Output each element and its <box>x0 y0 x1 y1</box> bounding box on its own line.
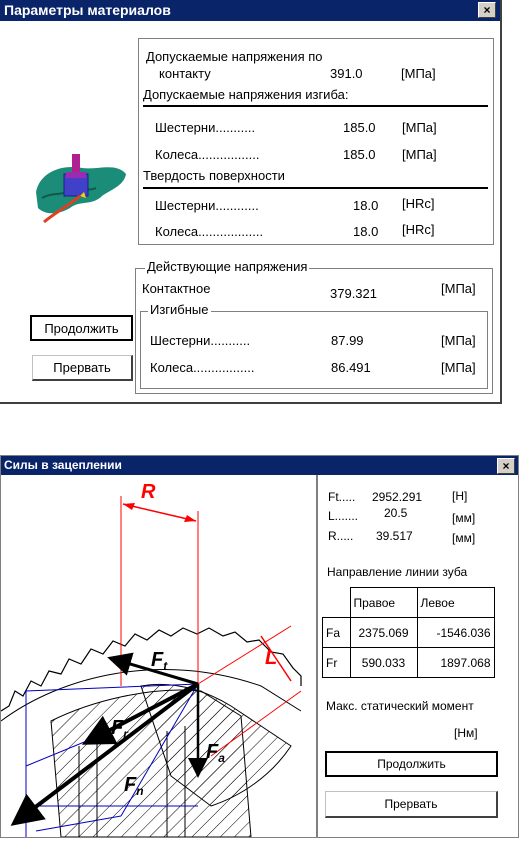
hardness-row-value: 18.0 <box>353 198 379 213</box>
table-row <box>323 618 495 648</box>
bending-actual-label: Шестерни........... <box>150 333 251 348</box>
bending-row-unit: [МПа] <box>402 120 437 135</box>
continue-button[interactable]: Продолжить <box>30 315 133 341</box>
divider <box>143 187 488 189</box>
continue-button[interactable]: Продолжить <box>325 751 498 777</box>
ft-unit: [Н] <box>452 489 468 503</box>
l-value-label: L....... <box>328 509 359 523</box>
contact-label-line1: Допускаемые напряжения по <box>146 49 323 64</box>
panel-divider <box>316 475 318 837</box>
cell-right: 590.033 <box>350 648 417 678</box>
fr-sub: r <box>123 727 128 741</box>
bending-row-label: Шестерни........... <box>155 120 256 135</box>
column-header: Левое <box>417 588 494 618</box>
bending-row-unit: [МПа] <box>402 147 437 162</box>
dialog-title: Параметры материалов <box>4 2 171 18</box>
table-header-row <box>323 588 495 618</box>
bending-row-label: Колеса................. <box>155 147 260 162</box>
cell-left: 1897.068 <box>417 648 494 678</box>
title-bar <box>0 0 500 21</box>
hardness-row-unit: [HRc] <box>402 196 435 211</box>
gear-force-diagram <box>1 476 315 837</box>
r-value: 39.517 <box>376 529 413 543</box>
row-header: Fa <box>323 618 351 648</box>
r-label: R <box>141 481 156 503</box>
direction-header: Направление линии зуба <box>327 565 468 579</box>
hardness-row-label: Колеса.................. <box>155 224 264 239</box>
hardness-row-unit: [HRc] <box>402 222 435 237</box>
hardness-row-label: Шестерни............ <box>155 198 259 213</box>
cell-left: -1546.036 <box>417 618 494 648</box>
bending-header: Допускаемые напряжения изгиба: <box>143 87 349 102</box>
bending-group-label: Изгибные <box>150 302 209 317</box>
table-corner-cell <box>323 588 351 618</box>
dialog-title: Силы в зацеплении <box>4 458 122 472</box>
actual-stress-group-label: Действующие напряжения <box>147 259 308 274</box>
bending-actual-unit: [МПа] <box>441 333 476 348</box>
fa-label: F <box>206 741 219 763</box>
force-direction-table <box>322 587 495 678</box>
divider <box>143 105 488 107</box>
contact-label-line2: контакту <box>159 66 211 81</box>
close-icon: × <box>483 3 491 17</box>
ft-label: F <box>151 649 164 671</box>
hardness-header: Твердость поверхности <box>143 168 285 183</box>
cell-right: 2375.069 <box>350 618 417 648</box>
moment-unit: [Нм] <box>454 726 478 740</box>
r-value-label: R..... <box>328 529 354 543</box>
gear-forces-dialog <box>0 455 519 838</box>
bending-row-value: 185.0 <box>343 120 376 135</box>
contact-actual-value: 379.321 <box>330 286 377 301</box>
contact-unit: [МПа] <box>401 66 436 81</box>
moment-label: Макс. статический момент <box>326 699 474 713</box>
close-button[interactable] <box>478 2 496 18</box>
bending-row-value: 185.0 <box>343 147 376 162</box>
abort-button[interactable]: Прервать <box>32 355 133 381</box>
r-unit: [мм] <box>452 531 476 545</box>
material-params-dialog <box>0 0 502 404</box>
close-icon: × <box>502 459 510 473</box>
close-button[interactable] <box>497 458 515 474</box>
table-row <box>323 648 495 678</box>
ft-sub: t <box>163 659 168 673</box>
hardness-row-value: 18.0 <box>353 224 379 239</box>
bending-actual-value: 86.491 <box>331 360 371 375</box>
bending-actual-unit: [МПа] <box>441 360 476 375</box>
l-value: 20.5 <box>384 506 408 520</box>
ft-value-label: Ft..... <box>328 490 356 504</box>
bending-actual-value: 87.99 <box>331 333 364 348</box>
l-unit: [мм] <box>452 511 476 525</box>
fn-label: F <box>124 774 137 796</box>
bending-actual-label: Колеса................. <box>150 360 255 375</box>
fa-sub: a <box>218 751 225 765</box>
svg-text:Ft <box>151 649 168 673</box>
title-bar <box>1 456 518 475</box>
row-header: Fr <box>323 648 351 678</box>
column-header: Правое <box>350 588 417 618</box>
ft-value: 2952.291 <box>372 490 423 504</box>
bending-group <box>140 311 488 389</box>
fn-sub: n <box>136 784 144 798</box>
fr-label: F <box>111 717 124 739</box>
contact-value: 391.0 <box>330 66 363 81</box>
contact-actual-label: Контактное <box>142 281 211 296</box>
abort-button[interactable]: Прервать <box>325 791 498 818</box>
contact-actual-unit: [МПа] <box>441 281 476 296</box>
l-label: L <box>265 647 278 669</box>
material-stress-icon <box>32 152 130 230</box>
